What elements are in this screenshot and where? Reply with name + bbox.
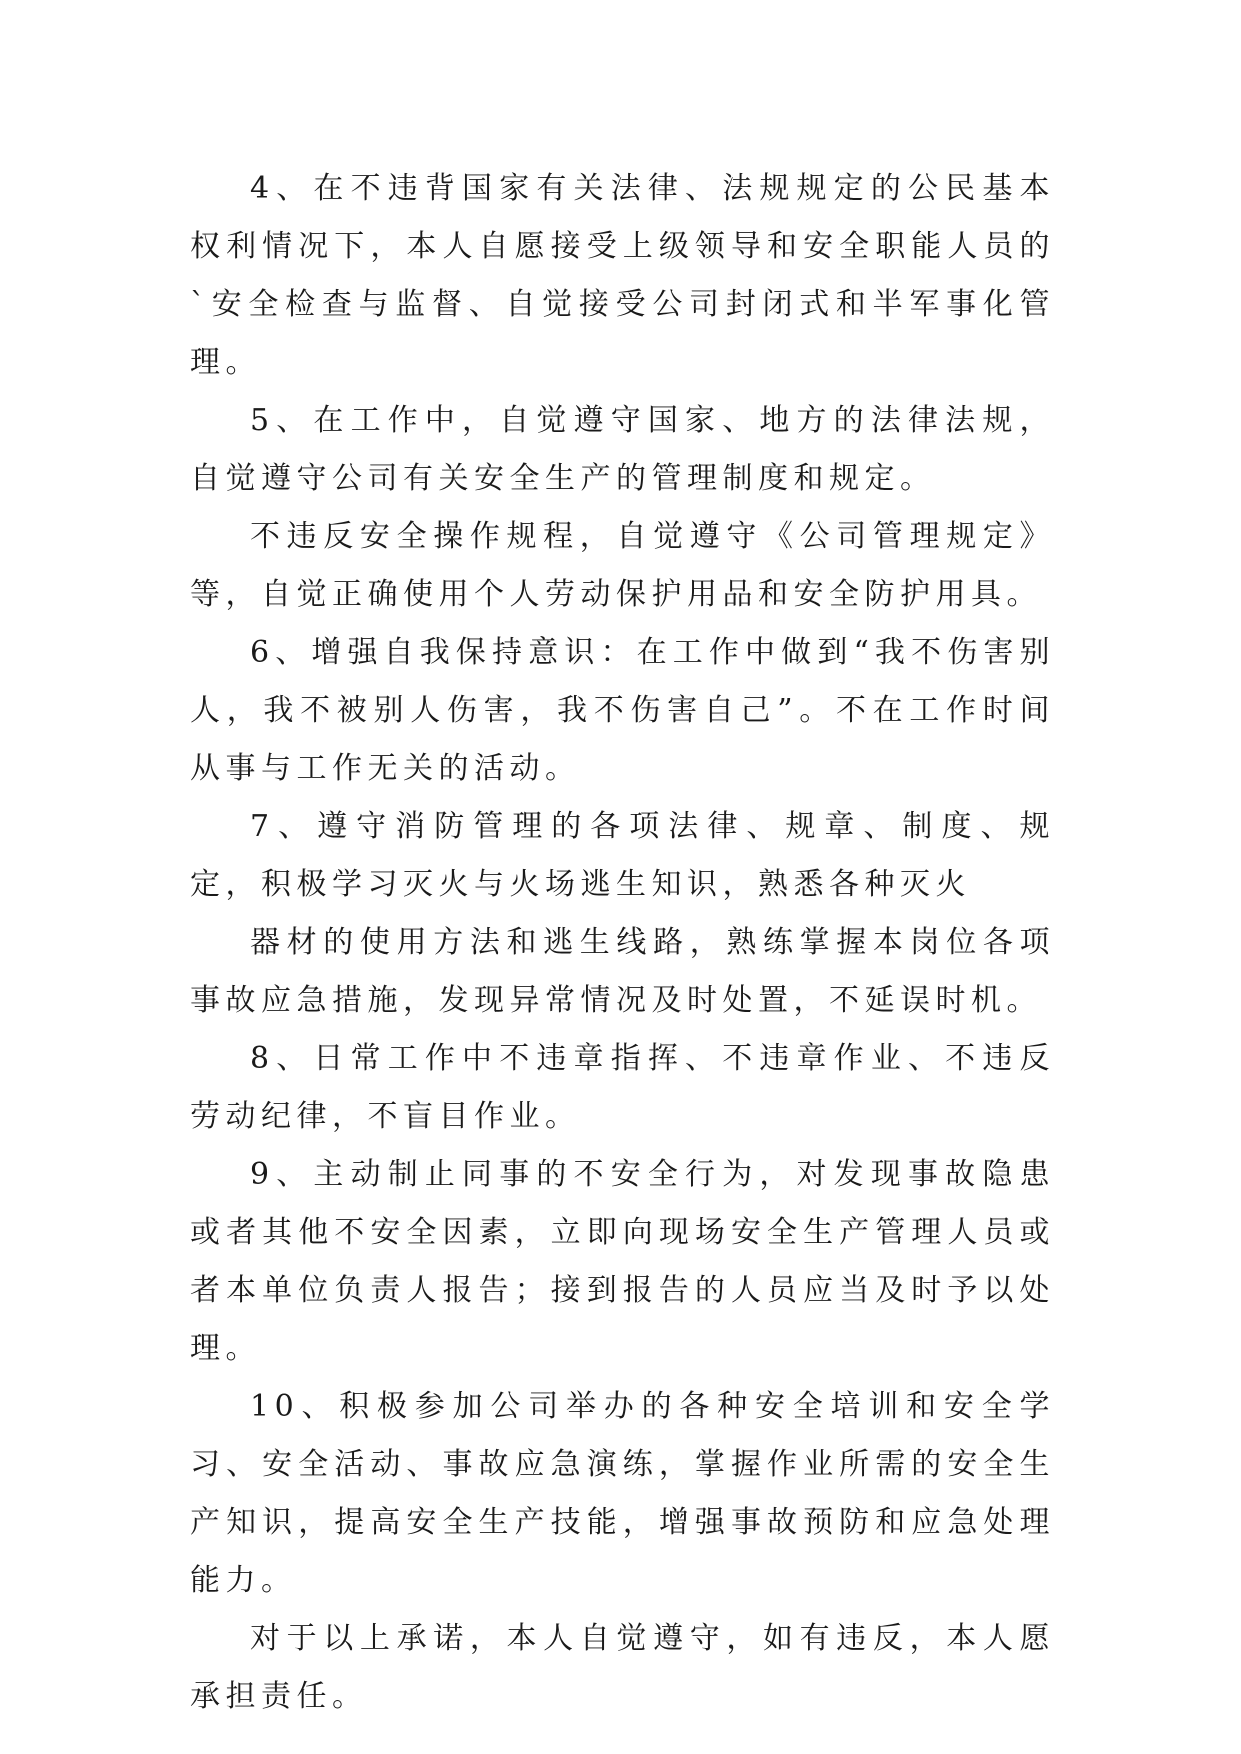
clause-5-continued: 不违反安全操作规程，自觉遵守《公司管理规定》等，自觉正确使用个人劳动保护用品和安全防护用具。 [190,519,1055,612]
clause-6: 6、增强自我保持意识：在工作中做到“我不伤害别人，我不被别人伤害，我不伤害自己”。不在工作时间从事与工作无关的活动。 [190,635,1055,786]
closing-statement: 对于以上承诺，本人自觉遵守，如有违反，本人愿承担责任。 [190,1621,1055,1714]
clause-8: 8、日常工作中不违章指挥、不违章作业、不违反劳动纪律，不盲目作业。 [190,1041,1055,1134]
clause-7: 7、遵守消防管理的各项法律、规章、制度、规定，积极学习灭火与火场逃生知识，熟悉各种灭火 [190,809,1055,902]
clause-10: 10、积极参加公司举办的各种安全培训和安全学习、安全活动、事故应急演练，掌握作业所需的安全生产知识，提高安全生产技能，增强事故预防和应急处理能力。 [190,1389,1055,1598]
clause-5: 5、在工作中，自觉遵守国家、地方的法律法规，自觉遵守公司有关安全生产的管理制度和规定。 [190,403,1055,496]
clause-9: 9、主动制止同事的不安全行为，对发现事故隐患或者其他不安全因素，立即向现场安全生产管理人员或者本单位负责人报告；接到报告的人员应当及时予以处理。 [190,1157,1055,1366]
clause-4: 4、在不违背国家有关法律、法规规定的公民基本权利情况下，本人自愿接受上级领导和安全职能人员的`安全检查与监督、自觉接受公司封闭式和半军事化管理。 [190,171,1055,380]
document-body [190,160,1055,1726]
clause-7-continued: 器材的使用方法和逃生线路，熟练掌握本岗位各项事故应急措施，发现异常情况及时处置，不延误时机。 [190,925,1055,1018]
